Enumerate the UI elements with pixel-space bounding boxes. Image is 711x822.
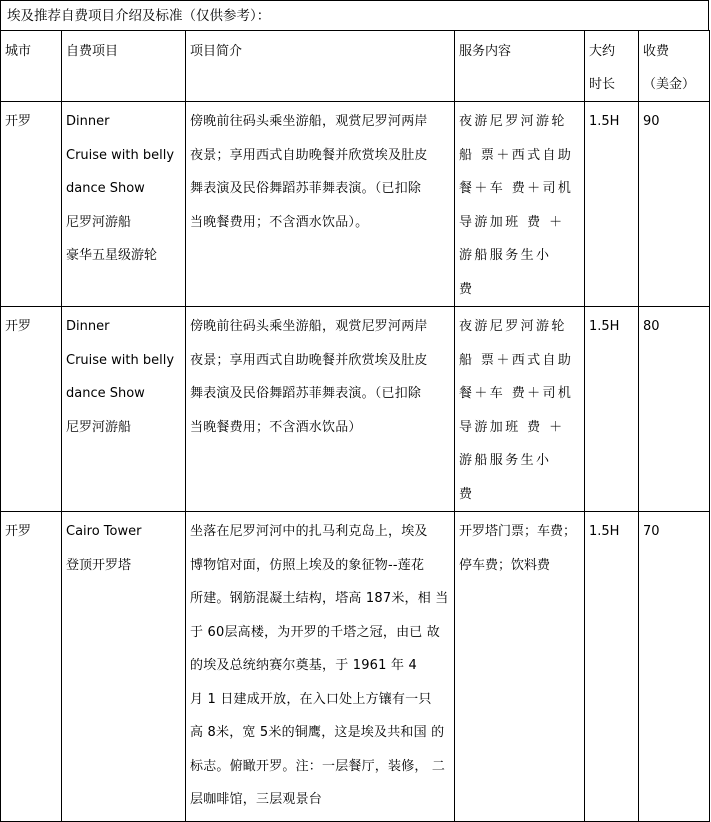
cell-duration: 1.5H [585, 512, 639, 822]
cell-item: Dinner Cruise with belly dance Show 尼罗河游船 豪华五星级游轮 [62, 102, 186, 307]
column-header-service: 服务内容 [455, 31, 585, 102]
table-row [1, 307, 710, 512]
cell-city: 开罗 [1, 307, 62, 512]
cell-service: 夜游尼罗河游轮 船 票＋西式自助 餐＋车 费＋司机 导游加班 费 ＋ 游船服务生小 费 [455, 102, 585, 307]
column-header-intro: 项目简介 [186, 31, 455, 102]
table-row [1, 512, 710, 822]
column-header-fee: 收费 （美金） [639, 31, 710, 102]
cell-fee: 70 [639, 512, 710, 822]
column-header-item: 自费项目 [62, 31, 186, 102]
cell-duration: 1.5H [585, 102, 639, 307]
cell-service: 开罗塔门票；车费； 停车费；饮料费 [455, 512, 585, 822]
cell-duration: 1.5H [585, 307, 639, 512]
table-body [1, 102, 710, 822]
column-header-duration: 大约 时长 [585, 31, 639, 102]
cell-intro: 傍晚前往码头乘坐游船，观赏尼罗河两岸 夜景；享用西式自助晚餐并欣赏埃及肚皮 舞表演及民俗舞蹈苏菲舞表演。（已扣除 当晚餐费用；不含酒水饮品）。 [186, 102, 455, 307]
column-header-city: 城市 [1, 31, 62, 102]
cell-intro: 坐落在尼罗河河中的扎马利克岛上，埃及 博物馆对面，仿照上埃及的象征物--莲花 所建。钢筋混凝土结构，塔高 187米，相 当 于 60层高楼，为开罗的千塔之冠，由已 故 的埃及总统纳赛尔奠基，于 1961 年 4 月 1 日建成开放，在入口处上方镶有一只 高 8米，宽 5米的铜鹰，这是埃及共和国 的 标志。俯瞰开罗。注：一层餐厅，装修， 二 层咖啡馆，三层观景台 [186, 512, 455, 822]
cell-fee: 80 [639, 307, 710, 512]
cell-item: Dinner Cruise with belly dance Show 尼罗河游船 [62, 307, 186, 512]
cell-fee: 90 [639, 102, 710, 307]
cell-item: Cairo Tower 登顶开罗塔 [62, 512, 186, 822]
cell-intro: 傍晚前往码头乘坐游船，观赏尼罗河两岸 夜景；享用西式自助晚餐并欣赏埃及肚皮 舞表演及民俗舞蹈苏菲舞表演。（已扣除 当晚餐费用；不含酒水饮品） [186, 307, 455, 512]
cell-city: 开罗 [1, 512, 62, 822]
table-header-row [1, 31, 710, 102]
cell-city: 开罗 [1, 102, 62, 307]
self-pay-items-table [0, 30, 710, 822]
document-heading: 埃及推荐自费项目介绍及标准（仅供参考）： [0, 0, 709, 30]
cell-service: 夜游尼罗河游轮 船 票＋西式自助 餐＋车 费＋司机 导游加班 费 ＋ 游船服务生小 费 [455, 307, 585, 512]
table-row [1, 102, 710, 307]
